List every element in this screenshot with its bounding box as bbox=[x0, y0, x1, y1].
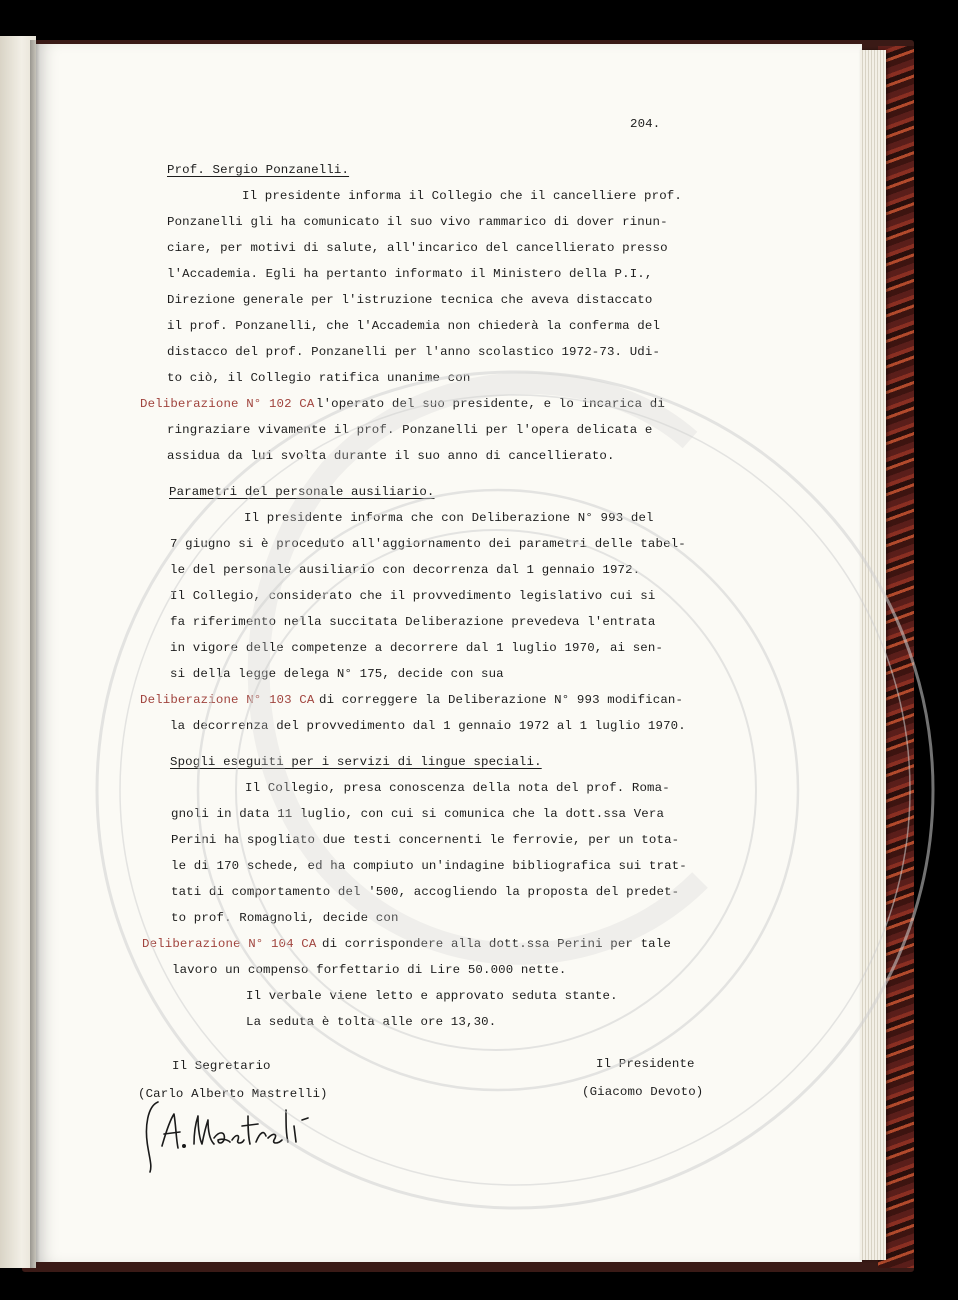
body-line: assidua da lui svolta durante il suo anno di cancellierato. bbox=[167, 449, 615, 463]
deliberation-label: Deliberazione N° 104 CA bbox=[142, 937, 317, 951]
deliberation-label: Deliberazione N° 103 CA bbox=[140, 693, 315, 707]
gutter-shadow bbox=[30, 40, 40, 1268]
president-name: (Giacomo Devoto) bbox=[582, 1085, 704, 1099]
body-line: Il verbale viene letto e approvato seduta stante. bbox=[246, 989, 618, 1003]
page-stack-edge bbox=[860, 50, 886, 1260]
secretary-title: Il Segretario bbox=[172, 1059, 271, 1073]
body-line: Il presidente informa il Collegio che il cancelliere prof. bbox=[242, 189, 682, 203]
president-title: Il Presidente bbox=[596, 1057, 695, 1071]
body-line: l'Accademia. Egli ha pertanto informato il Ministero della P.I., bbox=[167, 267, 653, 281]
body-line: Perini ha spogliato due testi concernenti le ferrovie, per un tota- bbox=[171, 833, 680, 847]
body-line: gnoli in data 11 luglio, con cui si comunica che la dott.ssa Vera bbox=[171, 807, 665, 821]
body-line: Il presidente informa che con Deliberazione N° 993 del bbox=[244, 511, 654, 525]
body-line: di corrispondere alla dott.ssa Perini per tale bbox=[322, 937, 671, 951]
body-line: to prof. Romagnoli, decide con bbox=[171, 911, 399, 925]
body-line: l'operato del suo presidente, e lo incarica di bbox=[316, 397, 665, 411]
body-line: la decorrenza del provvedimento dal 1 gennaio 1972 al 1 luglio 1970. bbox=[170, 719, 686, 733]
body-line: il prof. Ponzanelli, che l'Accademia non chiederà la conferma del bbox=[167, 319, 661, 333]
body-line: La seduta è tolta alle ore 13,30. bbox=[246, 1015, 497, 1029]
section-heading: Prof. Sergio Ponzanelli. bbox=[167, 163, 350, 177]
body-line: lavoro un compenso forfettario di Lire 50.000 nette. bbox=[172, 963, 567, 977]
body-line: ciare, per motivi di salute, all'incarico del cancellierato presso bbox=[167, 241, 668, 255]
body-line: distacco del prof. Ponzanelli per l'anno scolastico 1972-73. Udi- bbox=[167, 345, 661, 359]
body-line: di correggere la Deliberazione N° 993 modifican- bbox=[319, 693, 684, 707]
handwritten-signature bbox=[136, 1096, 326, 1178]
body-line: Direzione generale per l'istruzione tecnica che aveva distaccato bbox=[167, 293, 653, 307]
page-number: 204. bbox=[630, 117, 661, 131]
body-line: le di 170 schede, ed ha compiuto un'indagine bibliografica sui trat- bbox=[171, 859, 687, 873]
section-heading: Parametri del personale ausiliario. bbox=[169, 485, 435, 499]
body-line: fa riferimento nella succitata Deliberazione prevedeva l'entrata bbox=[170, 615, 656, 629]
body-line: Il Collegio, presa conoscenza della nota del prof. Roma- bbox=[245, 781, 670, 795]
body-line: ringraziare vivamente il prof. Ponzanelli per l'opera delicata e bbox=[167, 423, 653, 437]
deliberation-label: Deliberazione N° 102 CA bbox=[140, 397, 315, 411]
body-line: in vigore delle competenze a decorrere dal 1 luglio 1970, ai sen- bbox=[170, 641, 664, 655]
body-line: Ponzanelli gli ha comunicato il suo vivo rammarico di dover rinun- bbox=[167, 215, 668, 229]
body-line: Il Collegio, considerato che il provvedimento legislativo cui si bbox=[170, 589, 656, 603]
body-line: to ciò, il Collegio ratifica unanime con bbox=[167, 371, 471, 385]
body-line: si della legge delega N° 175, decide con sua bbox=[170, 667, 504, 681]
section-heading: Spogli eseguiti per i servizi di lingue speciali. bbox=[170, 755, 542, 769]
body-line: le del personale ausiliario con decorrenza dal 1 gennaio 1972. bbox=[170, 563, 641, 577]
secretary-name: (Carlo Alberto Mastrelli) bbox=[138, 1087, 328, 1101]
body-line: tati di comportamento del '500, accogliendo la proposta del predet- bbox=[171, 885, 680, 899]
body-line: 7 giugno si è proceduto all'aggiornamento dei parametri delle tabel- bbox=[170, 537, 686, 551]
